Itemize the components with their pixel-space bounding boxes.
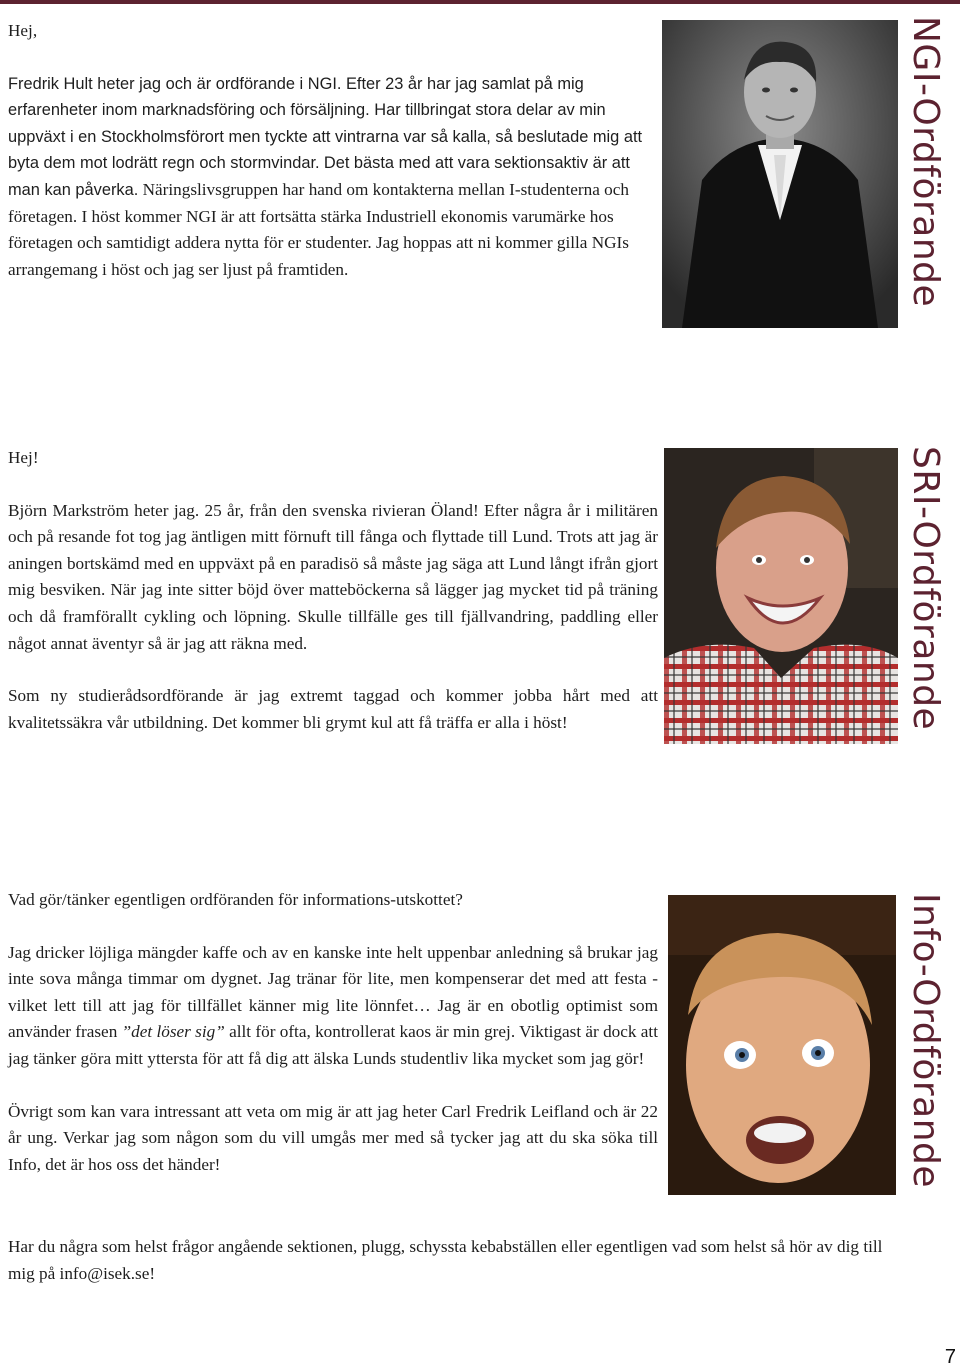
sri-portrait-photo — [664, 448, 898, 744]
info-text-block — [8, 887, 658, 1178]
info-question: Vad gör/tänker egentligen ordföranden för informations-utskottet? — [8, 890, 463, 909]
sri-paragraph-1: Björn Markström heter jag. 25 år, från den svenska rivieran Öland! Efter några år i militären och på resande fot tog jag äntligen mitt förnuft till fånga och flyttade till Lund. Trots att jag är aningen bortskämd med en uppväxt på en paradisö så måste jag säga att Lund långt ifrån gjort mig besviken. När jag inte sitter böjd över matteböckerna så lägger jag mycket tid på träning och då framförallt cykling och löpning. Skulle tillfälle ges till fjällvandring, paddling eller något annat äventyr så är jag att räkna med. — [8, 500, 658, 653]
ngi-greeting: Hej, — [8, 21, 38, 40]
info-portrait-photo — [668, 895, 896, 1195]
sri-paragraph-2: Som ny studierådsordförande är jag extremt taggad och kommer jobba hårt med att kvalitetssäkra vår utbildning. Det kommer bli grymt kul att få träffa er alla i höst! — [8, 686, 658, 732]
ngi-text-block — [8, 18, 658, 283]
sri-greeting: Hej! — [8, 448, 39, 467]
top-accent-bar — [0, 0, 960, 4]
page-number: 7 — [944, 1346, 956, 1368]
info-section-title: Info-Ordförande — [905, 893, 946, 1189]
info-paragraph-1 — [8, 940, 658, 1073]
ngi-portrait-photo — [662, 20, 898, 328]
info-closing: Har du några som helst frågor angående sektionen, plugg, schyssta kebabställen eller egentligen vad som helst så hör av dig till mig på info@isek.se! — [8, 1237, 883, 1283]
info-paragraph-1-before: Jag dricker löjliga mängder kaffe och av en kanske inte helt uppenbar anledning så brukar jag inte sova många timmar om dygnet. Jag tränar för lite, men kompenserar det med att festa - vilket lett till att jag för tillfället känner mig lite lönnfet… Jag är en obotlig optimist som använder frasen — [8, 942, 658, 1042]
ngi-text-serif: Fredrik Hult heter jag och är ordförande i NGI. Efter 23 år har jag samlat på mig erfarenheter inom marknadsföring och försäljning. Har tillbringat stora delar av min uppväxt i en Stockholmsförort men tyckte att vintrarna var så kalla, så beslutade mig att byta dem mot lodrätt regn och stormvindar. — [8, 74, 643, 173]
ngi-paragraph — [8, 71, 658, 284]
info-paragraph-2: Övrigt som kan vara intressant att veta om mig är att jag heter Carl Fredrik Leifland och är 22 år ung. Verkar jag som någon som du vill umgås mer med så tycker jag att du ska söka till Info, det är hos oss det händer! — [8, 1101, 658, 1174]
sri-section-title: SRI-Ordförande — [905, 446, 946, 731]
ngi-text-rest: Näringslivsgruppen har hand om kontakterna mellan I-studenterna och företagen. I höst kommer NGI är att fortsätta stärka Industriell ekonomis varumärke hos företagen och samtidigt addera nytta för er studenter. Jag hoppas att ni kommer gilla NGIs arrangemang i höst och jag ser ljust på framtiden. — [8, 179, 629, 279]
info-closing-block — [8, 1234, 908, 1287]
sri-text-block — [8, 445, 658, 736]
ngi-section-title: NGI-Ordförande — [905, 16, 946, 308]
info-quote: ”det löser sig” — [121, 1022, 225, 1042]
ngi-text-sans: Det bästa med att vara sektionsaktiv är att man kan påverka. — [8, 154, 630, 199]
info-paragraph-1-after: allt för ofta, kontrollerat kaos är min grej. Viktigast är dock att jag tänker göra mitt yttersta för att få dig att älska Lunds studentliv lika mycket som jag gör! — [8, 1022, 658, 1068]
